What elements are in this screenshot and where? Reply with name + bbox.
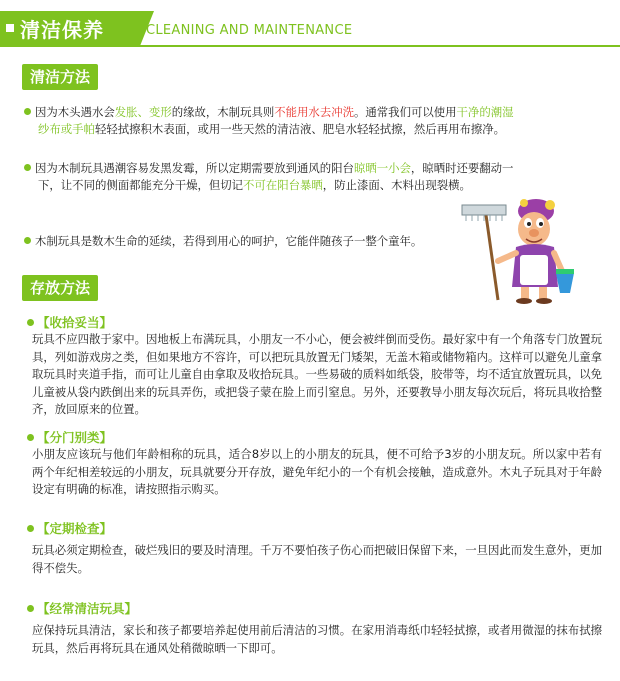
cleaning-bullet-2: 因为木制玩具遇潮容易发黑发霉，所以定期需要放到通风的阳台晾晒一小会，晾晒时还要翻动一 下，让不同的侧面都能充分干燥，但切记不可在阳台暴晒，防止漆面、木料出现裂横。 [24, 160, 584, 194]
storage-heading-clean: 【经常清洁玩具】 [27, 599, 137, 617]
cleaning-bullet-1: 因为木头遇水会发胀、变形的缘故，木制玩具则不能用水去冲洗。通常我们可以使用干净的潮湿 纱布或手帕轻轻拭擦积木表面，或用一些天然的清洁液、肥皂水轻轻拭擦，然后再用布擦净。 [24, 104, 584, 138]
bullet-dot-icon [27, 434, 34, 441]
header-divider [0, 45, 620, 47]
page-subtitle: CLEANING AND MAINTENANCE [146, 23, 353, 38]
bullet-dot-icon [27, 605, 34, 612]
bullet-dot-icon [27, 525, 34, 532]
bullet-dot-icon [24, 237, 31, 244]
cleaning-lady-illustration [458, 195, 578, 305]
header-square-icon [6, 24, 14, 32]
storage-heading-sort: 【分门别类】 [27, 428, 112, 446]
storage-heading-tidy: 【收拾妥当】 [27, 313, 112, 331]
storage-text-tidy: 玩具不应四散于家中。因地板上布满玩具，小朋友一不小心，便会被绊倒而受伤。最好家中有一个角落专门放置玩具，列如游戏房之类，但如果地方不容许，可以把玩具放置无门矮架，无盖木箱或储物箱内。这样可以避免儿童拿取玩具时夹道手指，而可让儿童自由拿取及收拾玩具。一些易破的质料如纸袋，胶带等，均不适宜放置玩具，以免儿童被从袋内跌倒出来的玩具弄伤，或把袋子蒙在脸上而引窒息。另外，还要教导小朋友每次玩后，将玩具收拾整齐，放回原来的位置。 [32, 332, 602, 416]
page-header [0, 0, 620, 62]
bullet-dot-icon [24, 164, 31, 171]
storage-text-clean: 应保持玩具清洁，家长和孩子都要培养起使用前后清洁的习惯。在家用消毒纸巾轻轻拭擦，或者用微湿的抹布拭擦玩具，然后再将玩具在通风处稍微晾晒一下即可。 [32, 623, 602, 655]
cleaning-bullet-3: 木制玩具是数木生命的延续，若得到用心的呵护，它能伴随孩子一整个童年。 [24, 233, 484, 250]
section-tag-storage: 存放方法 [22, 275, 98, 301]
section-tag-cleaning: 清洁方法 [22, 64, 98, 90]
bullet-dot-icon [27, 319, 34, 326]
storage-heading-check: 【定期检查】 [27, 519, 112, 537]
storage-text-sort: 小朋友应该玩与他们年龄相称的玩具，适合8岁以上的小朋友的玩具，便不可给予3岁的小朋友玩。所以家中若有两个年纪相差较远的小朋友，玩具就要分开存放，避免年纪小的一个有机会接触，造成意外。木丸子玩具对于年龄设定有明确的标准，请按照指示购买。 [32, 447, 602, 496]
storage-text-check: 玩具必须定期检查，破烂残旧的要及时清理。千万不要怕孩子伤心而把破旧保留下来，一旦因此而发生意外，更加得不偿失。 [32, 543, 602, 575]
bullet-dot-icon [24, 108, 31, 115]
page-title: 清洁保养 [20, 18, 104, 42]
